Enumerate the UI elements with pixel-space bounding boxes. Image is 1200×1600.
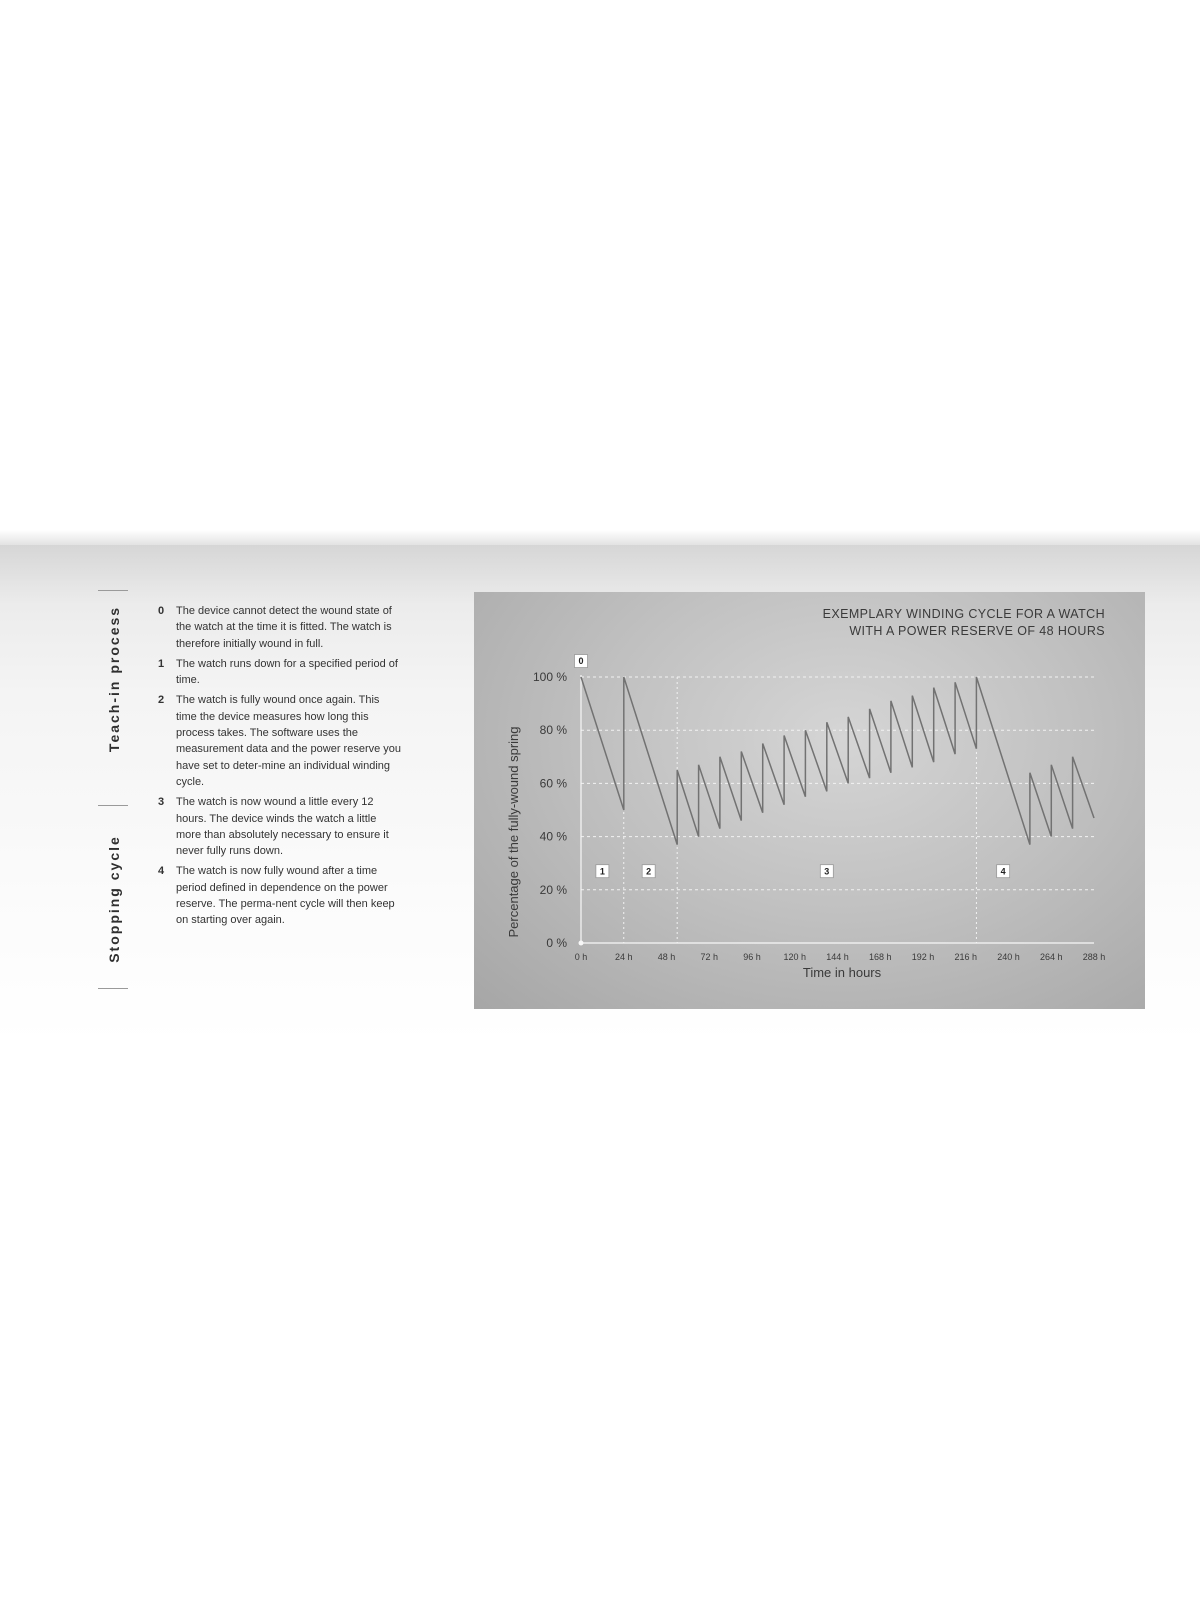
step-list (158, 603, 403, 933)
x-axis-label: Time in hours (802, 965, 882, 980)
step-text: The watch is now wound a little every 12 hours. The device winds the watch a little more than absolutely necessary to ensure it never fully runs down. (176, 796, 389, 858)
x-tick-label: 24 h (614, 952, 633, 962)
y-tick-label: 60 % (539, 776, 567, 791)
phase-marker-label: 3 (824, 866, 830, 877)
step-text: The watch is fully wound once again. This time the device measures how long this process takes. The software uses the measurement data and the power reserve you have set to deter-mine an individual winding cycle. (176, 694, 402, 788)
x-tick-label: 168 h (868, 952, 892, 962)
step-item (158, 692, 403, 790)
stopping-cycle-label: Stopping cycle (106, 835, 122, 963)
step-item (158, 794, 403, 859)
phase-marker-label: 0 (578, 656, 584, 667)
x-tick-label: 96 h (743, 952, 761, 962)
series-line (581, 677, 1094, 845)
x-tick-label: 72 h (700, 952, 719, 962)
step-number: 2 (158, 694, 165, 707)
phase-marker-label: 2 (646, 866, 652, 877)
chart-panel (474, 592, 1145, 1009)
side-rule-middle (98, 805, 128, 806)
step-number: 1 (158, 657, 165, 670)
winding-cycle-chart (474, 592, 1145, 1009)
x-tick-label: 264 h (1039, 952, 1063, 962)
step-number: 0 (158, 605, 165, 617)
x-tick-label: 144 h (826, 952, 849, 962)
step-number: 3 (158, 796, 165, 809)
x-tick-label: 0 h (574, 952, 588, 962)
y-tick-label: 100 % (532, 670, 567, 684)
side-rule-bottom (98, 988, 128, 989)
y-tick-label: 20 % (539, 882, 567, 897)
phase-marker-label: 4 (1000, 866, 1006, 877)
x-tick-label: 240 h (997, 952, 1020, 962)
chart-title-line-2: WITH A POWER RESERVE OF 48 HOURS (849, 624, 1105, 638)
y-tick-label: 80 % (539, 723, 567, 738)
step-number: 4 (158, 865, 165, 878)
step-text: The watch is now fully wound after a time period defined in dependence on the power reserve. The perma-nent cycle will then keep on starting over again. (176, 865, 395, 927)
chart-title-line-1: EXEMPLARY WINDING CYCLE FOR A WATCH (822, 607, 1105, 621)
x-tick-label: 216 h (954, 952, 978, 962)
step-item (158, 603, 403, 652)
axis-origin-dot (579, 941, 584, 946)
y-axis-label: Percentage of the fully-wound spring (506, 726, 521, 938)
x-tick-label: 192 h (911, 952, 935, 962)
teach-in-label: Teach-in process (106, 605, 122, 753)
x-tick-label: 48 h (657, 952, 676, 962)
step-item (158, 863, 403, 928)
x-tick-label: 120 h (783, 952, 807, 962)
step-text: The watch runs down for a specified period of time. (176, 657, 398, 687)
step-text: The device cannot detect the wound state of the watch at the time it is fitted. The watch is therefore initially wound in full. (176, 605, 392, 650)
y-tick-label: 0 % (546, 936, 567, 950)
step-item (158, 656, 403, 689)
x-tick-label: 288 h (1082, 952, 1106, 962)
y-tick-label: 40 % (539, 829, 567, 844)
side-rule-top (98, 590, 128, 591)
phase-marker-label: 1 (599, 866, 605, 877)
